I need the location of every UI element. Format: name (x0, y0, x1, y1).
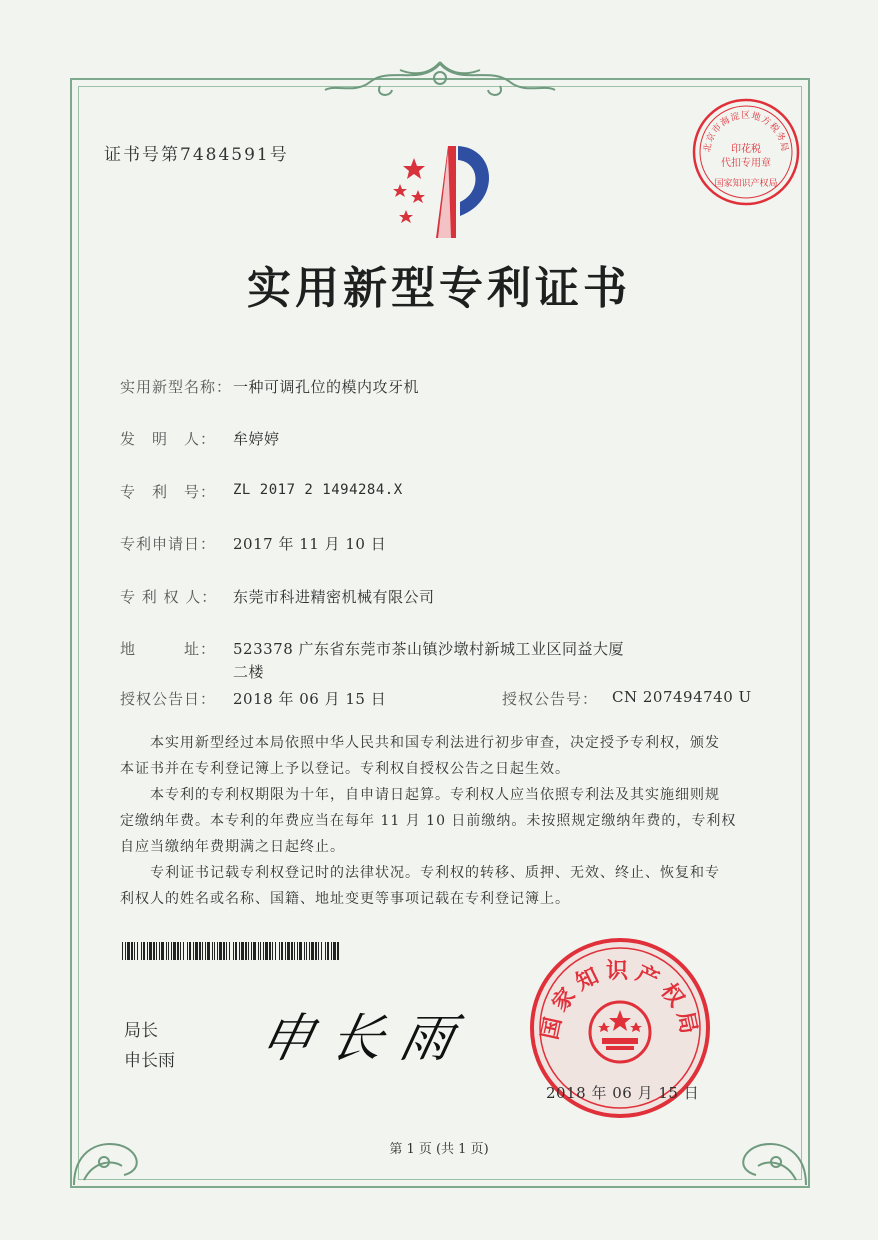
director-name: 申长雨 (124, 1051, 175, 1071)
patent-office-logo-icon (378, 138, 508, 240)
grant-number-label: 授权公告号： (502, 690, 599, 708)
grant-date-value: 2018 年 06 月 15 日 (233, 690, 387, 708)
patent-number-label: 专 利 号： (120, 483, 217, 501)
inventor-value: 牟婷婷 (233, 430, 280, 448)
name-label: 实用新型名称： (120, 378, 233, 396)
paragraph-1-line-2: 本证书并在专利登记簿上予以登记。专利权自授权公告之日起生效。 (120, 761, 570, 777)
svg-text:印花税: 印花税 (731, 144, 761, 155)
address-line-1: 523378 广东省东莞市茶山镇沙墩村新城工业区同益大厦 (233, 640, 625, 658)
seal-date: 2018 年 06 月 15 日 (546, 1084, 700, 1102)
paragraph-2-line-3: 自应当缴纳年费期满之日起终止。 (120, 839, 345, 855)
certificate-number: 证书号第7484591号 (104, 145, 289, 165)
svg-text:代扣专用章: 代扣专用章 (721, 158, 771, 169)
page-number: 第 1 页 (共 1 页) (389, 1142, 489, 1157)
barcode-icon (122, 942, 342, 960)
application-date-label: 专利申请日： (120, 535, 217, 553)
address-line-2: 二楼 (233, 663, 265, 681)
svg-text:北京市海淀区地方税务局: 北京市海淀区地方税务局 (702, 111, 790, 154)
name-value: 一种可调孔位的模内攻牙机 (233, 378, 420, 396)
svg-text:国家知识产权局: 国家知识产权局 (714, 179, 778, 189)
address-label: 地 址： (120, 640, 217, 658)
top-ornament (320, 56, 560, 102)
application-date-value: 2017 年 11 月 10 日 (233, 535, 387, 553)
paragraph-1-line-1: 本实用新型经过本局依照中华人民共和国专利法进行初步审查，决定授予专利权，颁发 (150, 735, 720, 751)
paragraph-3-line-2: 利权人的姓名或名称、国籍、地址变更等事项记载在专利登记簿上。 (120, 891, 570, 907)
svg-text:国家知识产权局: 国家知识产权局 (537, 959, 703, 1042)
patent-number-value: ZL 2017 2 1494284.X (233, 482, 403, 498)
patentee-label: 专 利 权 人： (120, 588, 218, 606)
handwritten-signature: 申长雨 (254, 1009, 478, 1069)
paragraph-2-line-2: 定缴纳年费。本专利的年费应当在每年 11 月 10 日前缴纳。未按照规定缴纳年费的，专利权 (120, 813, 737, 829)
director-title: 局长 (124, 1021, 158, 1041)
grant-number-value: CN 207494740 U (612, 688, 752, 706)
grant-date-label: 授权公告日： (120, 690, 217, 708)
patentee-value: 东莞市科进精密机械有限公司 (233, 588, 435, 606)
paragraph-2-line-1: 本专利的专利权期限为十年，自申请日起算。专利权人应当依照专利法及其实施细则规 (150, 787, 720, 803)
inventor-label: 发 明 人： (120, 430, 217, 448)
certificate-title: 实用新型专利证书 (247, 263, 631, 314)
paragraph-3-line-1: 专利证书记载专利权登记时的法律状况。专利权的转移、质押、无效、终止、恢复和专 (150, 865, 720, 881)
tax-stamp-icon (690, 96, 802, 208)
